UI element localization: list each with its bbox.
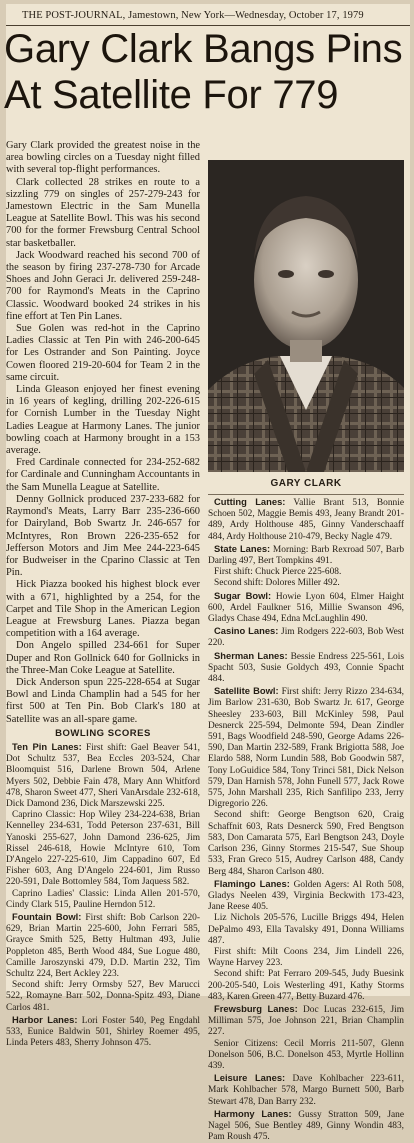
lane-name: Harbor Lanes: (12, 1013, 78, 1025)
lane-name: Ten Pin Lanes: (12, 740, 82, 752)
score-text: First shift: Milt Coons 234, Jim Lindell 226, Wayne Harvey 223. (208, 946, 404, 969)
score-entry (208, 650, 404, 686)
score-text: First shift: Jerry Rizzo 234-634, Jim Barlow 231-630, Bob Swartz Jr. 617, George Sheesley 233-603, Bill McKinley 598, Paul Desnerck 225-594, Delmonte 594, Dean Zindler 591, Bags Woodfield 248-590, George Adams 226-590, Dan Martin 232-589, Frank Brigiotta 588, Joe Elardo 588, Norm Lundin 588, Bob Goodwin 587, Tony LoGuidice 584, Tony Trinci 581, Dick Nelson 579, Dan Harnish 578, John Funell 577, Jack Rowe 575, John Marshall 235, Rich Sanfilipo 233, Jerry Digregorio 226. (208, 687, 404, 810)
score-text: First shift: Chuck Pierce 225-608. (214, 567, 342, 578)
score-entry (6, 1014, 200, 1050)
story-paragraph: Sue Golen was red-hot in the Caprino Ladies Classic at Ten Pin with 246-200-645 for Les Ostrander and Son Painting. Joyce Cowen floored 219-20-604 for Team 2 in the same circuit. (6, 323, 200, 383)
scores-right-column (208, 496, 404, 1143)
score-text: Jim Rodgers 222-603, Bob West 220. (208, 627, 404, 649)
score-entry (208, 810, 404, 877)
score-text: Golden Agers: Al Roth 508, Gladys Neelen 439, Virginia Beckwith 173-423, Jane Reese 405. (208, 879, 404, 913)
headline (4, 26, 412, 118)
score-entry (208, 1072, 404, 1108)
story-paragraph: Linda Gleason enjoyed her finest evening in 16 years of kegling, drilling 202-226-615 for Cornish Lumber in the Tuesday Night Ladies League at Harmony Lanes. The junior bowling coach at Harmony brought in a 153 average. (6, 384, 200, 457)
story-paragraph: Denny Gollnick produced 237-233-682 for Raymond's Meats, Larry Barr 235-236-660 for Dairyland, Bob Swartz Jr. 246-657 for McIntyres, Ron Brown 226-235-652 for Jefferson Motors and Jim Mee 244-223-645 for Budweiser in the Cparino Classic at Ten Pin. (6, 493, 200, 579)
score-text: Second shift: Pat Ferraro 209-545, Judy Buesink 200-205-540, Lois Westerling 491, Kathy Storms 483, Karen Green 477, Betty Buzard 476. (208, 969, 404, 1002)
score-entry (208, 685, 404, 810)
score-text: Vallie Brant 513, Bonnie Schoen 502, Maggie Bemis 493, Jeany Brandt 201-489, Ardy Holthouse 485, Ginny Vanderschaaff 484, Ardy Holthouse 210-479, Becky Nagle 479. (208, 498, 404, 542)
score-entry (208, 590, 404, 626)
score-text: Howie Lyon 604, Elmer Haight 600, Ardel Faulkner 516, Millie Swanson 496, Gladys Chase 494, Edna McLaughlin 490. (208, 591, 404, 625)
score-entry (6, 810, 200, 888)
score-text: Lori Foster 540, Peg Engdahl 533, Eunice Baldwin 501, Shirley Roemer 495, Linda Peters 483, Sherry Johnson 475. (6, 1015, 200, 1049)
story-paragraph: Hick Piazza booked his highest block ever with a 671, highlighted by a 254, for the Carpet and Tile Shop in the American Legion League at Frewsburg Lanes. Piazza began competition with a 164 average. (6, 579, 200, 640)
score-text: Senior Citizens: Cecil Morris 211-507, Glenn Donelson 506, B.C. Donelson 453, Myrtle Hollinn 439. (208, 1038, 404, 1071)
score-text: Gussy Stratton 509, Jane Nagel 506, Sue Bentley 489, Ginny Wondin 483, Pam Roush 475. (208, 1109, 404, 1143)
score-entry (208, 496, 404, 543)
lane-name: Satellite Bowl: (214, 685, 279, 697)
score-entry (208, 947, 404, 969)
scores-left-column (6, 741, 200, 1049)
score-entry (208, 1039, 404, 1073)
score-entry (208, 578, 404, 589)
gary-clark-photo (208, 160, 404, 472)
scores-heading: BOWLING SCORES (55, 727, 151, 739)
lane-name: Sherman Lanes: (214, 649, 288, 661)
score-text: Liz Nichols 205-576, Lucille Briggs 494, Helen DePalmo 493, Ella Tavalsky 491, Donna Williams 487. (208, 913, 404, 946)
dateline: THE POST-JOURNAL, Jamestown, New York—Wednesday, October 17, 1979 (22, 10, 364, 21)
score-text: First shift: Gael Beaver 541, Dot Schultz 537, Bea Eccles 203-524, Char Bloomquist 516, Darlene Brown 504, Arlene Myers 502, Debbie Fain 478, Mary Ann Whitford 478, Sharon Sweet 477, Sheri VanArsdale 232-618, Dick Damond 236, Dick Marszewski 225. (6, 742, 200, 809)
score-text: Second shift: Jerry Ormsby 527, Bev Marucci 522, Romayne Barr 502, Donna-Spitz 493, Diane Carlos 481. (6, 980, 200, 1013)
score-entry (208, 913, 404, 947)
headline-line-1: Gary Clark Bangs Pins (4, 27, 403, 71)
score-text: Doc Lucas 232-615, Jim Milliman 575, Joe Johnson 221, Brian Champlin 227. (208, 1004, 405, 1038)
score-entry (208, 1003, 404, 1039)
score-text: Caprino Classic: Hop Wiley 234-224-638, Brian Kennelley 234-631, Todd Peterson 237-631, Bill Yanoski 255-627, John Damond 236-625, Jim Rissel 246-618, Howie McIntyre 610, Tom D'Angelo 227-225-610, Jim Cappadino 607, Ed Fisher 603, Ang D'Angelo 224-601, Jim Russo 220-591, Dale Bottomley 584, Tom Jaquess 582. (6, 810, 200, 888)
score-text: Morning: Barb Rexroad 507, Barb Darling 497, Bert Tompkins 491. (208, 544, 405, 567)
score-text: Dave Kohlbacher 223-611, Mark Kohlbacher 578, Margo Burnett 500, Barb Stewart 478, Dan Barry 232. (208, 1074, 404, 1107)
score-entry (208, 969, 404, 1003)
score-entry (6, 741, 200, 810)
score-text: Bessie Endress 225-561, Lois Spacht 503, Susie Goldych 493, Connie Spacht 484. (208, 651, 404, 685)
score-text: Second shift: George Bengtson 620, Craig Schaffnit 603, Rats Desnerck 590, Fred Bengtson 583, Don Camarata 575, Earl Bengtson 243, Doyle Carlson 236, Ginny Stormes 215-547, Sue Shoup 533, Fran Greco 515, Audrey Carlson 488, Candy Berg 484, Sharon Carlson 480. (208, 810, 404, 877)
headline-line-2: At Satellite For 779 (4, 73, 339, 117)
portrait-illustration (208, 160, 404, 472)
score-entry (208, 625, 404, 649)
score-text: Caprino Ladies' Classic: Linda Allen 201-570, Cindy Clark 515, Pauline Herndon 512. (6, 888, 200, 910)
lane-name: Frewsburg Lanes: (214, 1002, 298, 1014)
lane-name: State Lanes: (214, 542, 271, 554)
lane-name: Casino Lanes: (214, 625, 279, 637)
lane-name: Harmony Lanes: (214, 1107, 292, 1119)
lane-name: Leisure Lanes: (214, 1072, 286, 1084)
score-text: First shift: Bob Carlson 220-629, Brian Martin 225-600, John Ferrari 585, Grayce Smith 525, Betty Hultman 493, Julie Poppleton 485, Berth Wood 484, Sue Logue 480, Camille Jaroszynski 479, D.D. Martin 232, Tim Schultz 224, Bert Ackley 223. (6, 913, 200, 980)
score-entry (208, 543, 404, 567)
story-column (6, 140, 200, 1049)
story-paragraph: Fred Cardinale connected for 234-252-682 for Cardinale and Cunningham Accountants in the Sam Munella League at Satellite. (6, 457, 200, 493)
score-entry (208, 567, 404, 578)
score-text: Second shift: Dolores Miller 492. (214, 578, 340, 589)
lane-name: Sugar Bowl: (214, 589, 272, 601)
story-paragraph: Clark collected 28 strikes en route to a sizzling 779 on singles of 257-279-243 for Jamestown Electric in the Sam Munella League at Satellite Bowl. This was his second 700 for the former Frewsburg Central School star basketballer. (6, 176, 200, 249)
score-entry (6, 911, 200, 980)
score-entry (208, 878, 404, 914)
photo-caption: GARY CLARK (208, 474, 404, 495)
newspaper-clipping (4, 4, 410, 1143)
story-paragraph: Don Angelo spilled 234-661 for Super Duper and Ron Gollnick 640 for Gollnicks in the Three-Man Coke League at Satellite. (6, 640, 200, 676)
story-body (6, 140, 200, 726)
lane-name: Flamingo Lanes: (214, 877, 290, 889)
story-paragraph: Dick Anderson spun 225-228-654 at Sugar Bowl and Linda Champlin had a 545 for her first 500 at Ten Pin. Bob Clark's 180 at Satellite was an all-spare game. (6, 676, 200, 725)
score-entry (208, 1108, 404, 1143)
story-paragraph: Jack Woodward reached his second 700 of the season by firing 237-278-730 for Arcade Shoes and John Geraci Jr. delivered 259-248-700 for Raymond's Meats in the Caprino Classic. Woodward booked 24 strikes in his fine effort at Ten Pin Lanes. (6, 249, 200, 322)
score-entry (6, 889, 200, 911)
story-paragraph: Gary Clark provided the greatest noise in the area bowling circles on a Tuesday night filled with several top-flight performances. (6, 140, 200, 176)
lane-name: Fountain Bowl: (12, 911, 82, 922)
score-entry (6, 980, 200, 1014)
lane-name: Cutting Lanes: (214, 496, 286, 507)
